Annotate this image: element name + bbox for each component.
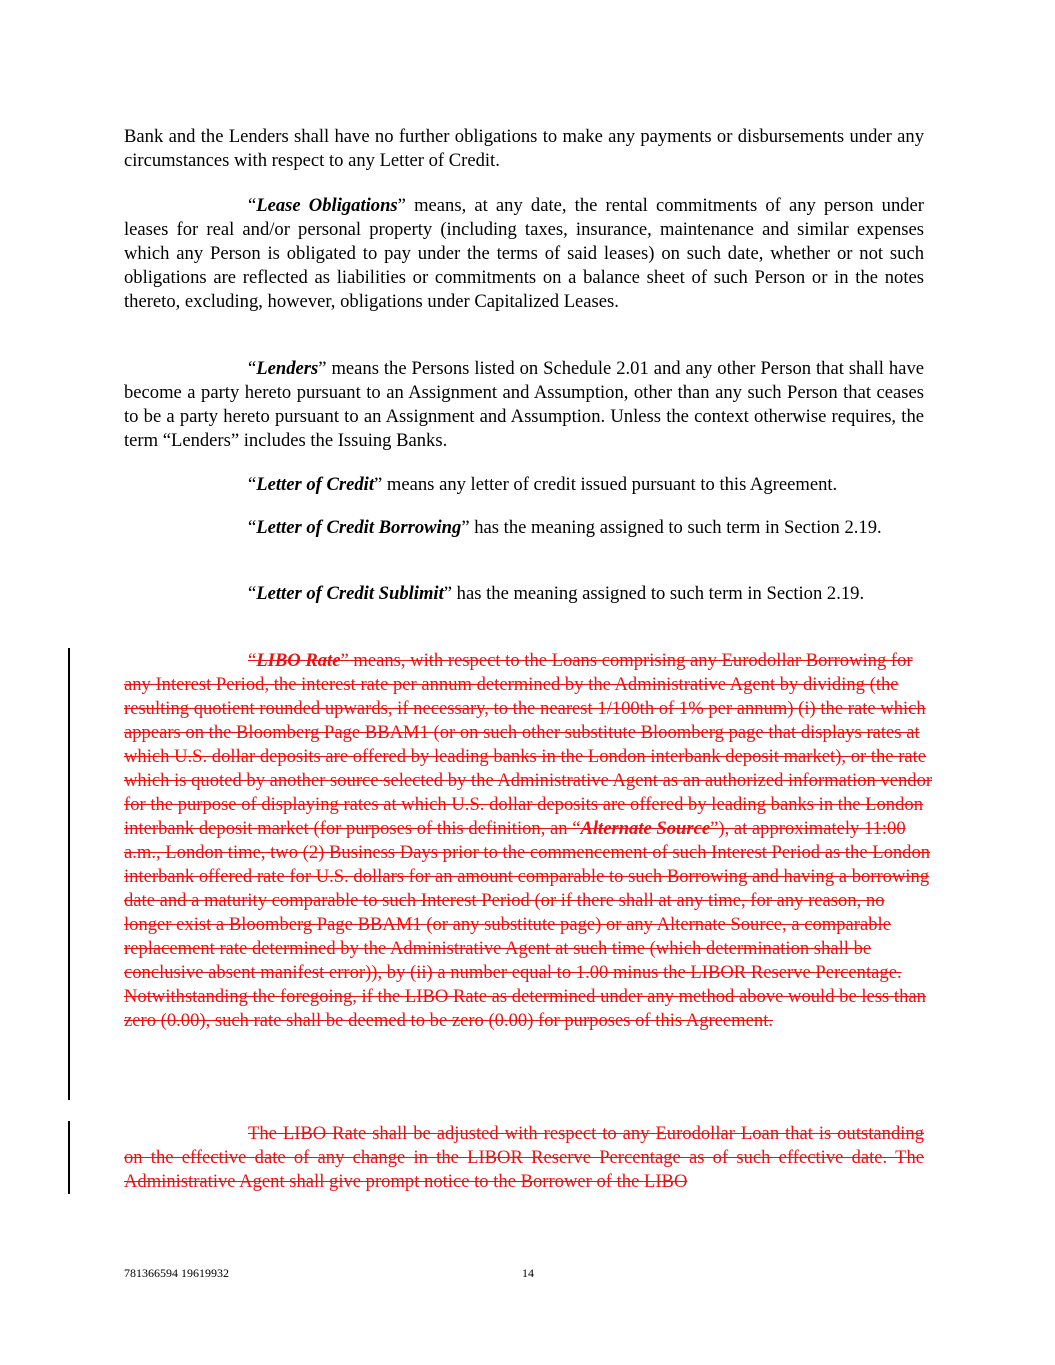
defined-term: Letter of Credit Sublimit [256,583,444,604]
definition-letter-of-credit-borrowing [124,516,924,540]
definition-text: ” means, at any date, the rental commitments of any person under leases for real and/or personal property (including taxes, insurance, maintenance and similar expenses which any Person is obligated to pay under the terms of said leases) on such date, whether or not such obligations are reflected as liabilities or commitments on a balance sheet of such Person or in the notes thereto, excluding, however, obligations under Capitalized Leases. [124,195,924,312]
paragraph-continuation [124,125,924,173]
change-bar [68,648,70,1100]
open-quote: “ [248,195,257,216]
defined-term: Letter of Credit [256,474,375,495]
defined-term: Lease Obligations [256,195,398,216]
definition-text: ” means any letter of credit issued pursuant to this Agreement. [374,474,838,495]
defined-term: LIBO Rate [256,650,341,671]
defined-term: Lenders [256,358,319,379]
deleted-definition-libo-rate [124,649,936,1033]
definition-lease-obligations [124,194,924,314]
page-number: 14 [522,1266,534,1280]
definition-text: ” means the Persons listed on Schedule 2.01 and any other Person that shall have become a party hereto pursuant to an Assignment and Assumption, other than any such Person that ceases to be a party hereto pursuant to an Assignment and Assumption. Unless the context otherwise requires, the term “Lenders” includes the Issuing Banks. [124,358,924,451]
open-quote: “ [248,583,257,604]
definition-text: ” has the meaning assigned to such term in Section 2.19. [443,583,865,604]
definition-letter-of-credit-sublimit [124,582,924,606]
open-quote: “ [248,650,257,671]
open-quote: “ [248,517,257,538]
footer-document-id: 781366594 19619932 [124,1266,229,1280]
open-quote: “ [248,474,257,495]
definition-text: ” has the meaning assigned to such term in Section 2.19. [461,517,882,538]
deleted-text: ” means, with respect to the Loans comprising any Eurodollar Borrowing for any Interest Period, the interest rate per annum determined by the Administrative Agent by dividing (the resulting quotient rounded upwards, if necessary, to the nearest 1/100th of 1% per annum) (i) the rate which appears on the Bloomberg Page BBAM1 (or on such other substitute Bloomberg page that displays rates at which U.S. dollar deposits are offered by leading banks in the London interbank deposit market), or the rate which is quoted by another source selected by the Administrative Agent as an authorized information vendor for the purpose of displaying rates at which U.S. dollar deposits are offered by leading banks in the London interbank deposit market (for purposes of this definition, an “ [124,650,933,839]
change-bar [68,1121,70,1194]
deleted-text: ”), at approximately 11:00 a.m., London time, two (2) Business Days prior to the commencement of such Interest Period as the London interbank offered rate for U.S. dollars for an amount comparable to such Borrowing and having a borrowing date and a maturity comparable to such Interest Period (or if there shall at any time, for any reason, no longer exist a Bloomberg Page BBAM1 (or any substitute page) or any Alternate Source, a comparable replacement rate determined by the Administrative Agent at such time (which determination shall be conclusive absent manifest error)), by (ii) a number equal to 1.00 minus the LIBOR Reserve Percentage. Notwithstanding the foregoing, if the LIBO Rate as determined under any method above would be less than zero (0.00), such rate shall be deemed to be zero (0.00) for purposes of this Agreement. [124,818,931,1031]
open-quote: “ [248,358,257,379]
definition-lenders [124,357,924,453]
defined-term-alternate-source: Alternate Source [580,818,711,839]
defined-term: Letter of Credit Borrowing [256,517,462,538]
deleted-paragraph-libo-adjustment [124,1122,924,1194]
definition-letter-of-credit [124,473,924,497]
paragraph-text: Bank and the Lenders shall have no further obligations to make any payments or disbursements under any circumstances with respect to any Letter of Credit. [124,126,924,171]
deleted-text: The LIBO Rate shall be adjusted with respect to any Eurodollar Loan that is outstanding on the effective date of any change in the LIBOR Reserve Percentage as of such effective date. The Administrative Agent shall give prompt notice to the Borrower of the LIBO [124,1123,924,1192]
